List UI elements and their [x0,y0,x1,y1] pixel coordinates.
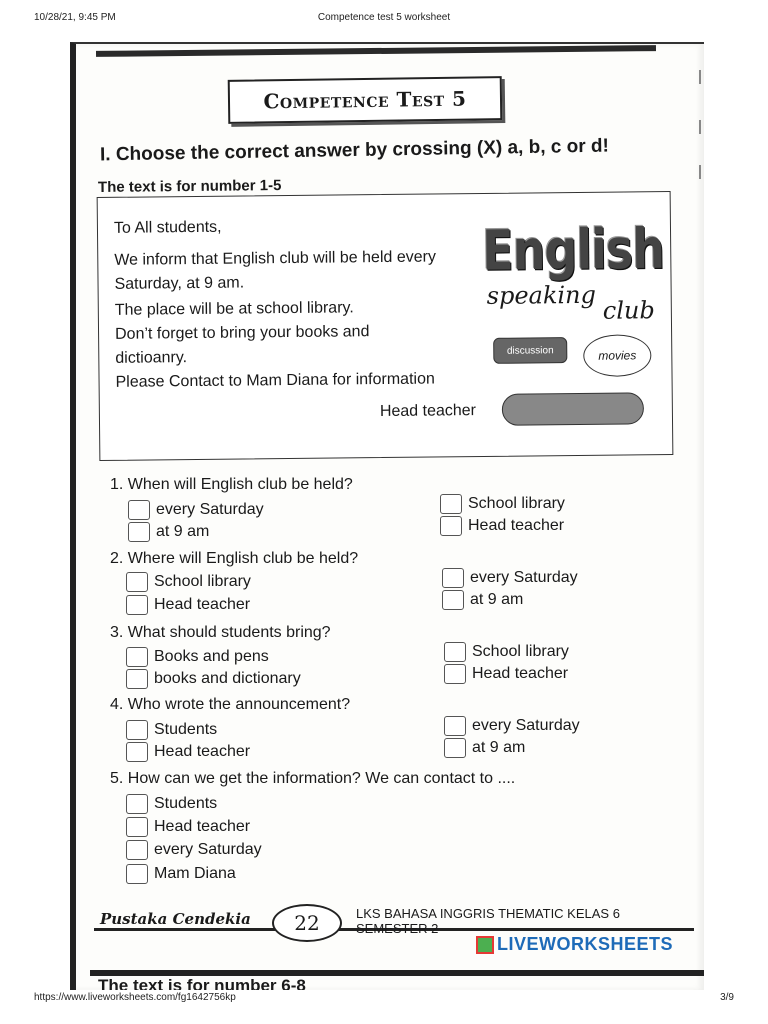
answer-checkbox[interactable] [126,572,148,592]
answer-checkbox[interactable] [440,494,462,514]
announcement-box [97,191,674,461]
question-3: 3. What should students bring? [110,624,331,641]
scan-mark [699,165,701,179]
next-section [90,970,704,990]
top-border [96,45,656,57]
book-page-number: 22 [272,904,342,942]
answer-checkbox[interactable] [126,720,148,740]
question-5: 5. How can we get the information? We can contact to .... [110,770,516,787]
publisher-name: Pustaka Cendekia [100,910,251,928]
option-3b[interactable]: books and dictionary [126,669,301,689]
option-4d[interactable]: at 9 am [444,738,525,758]
option-2a[interactable]: School library [126,572,251,592]
announcement-line: We inform that English club will be held every [114,248,437,269]
movies-bubble: movies [583,334,651,377]
answer-checkbox[interactable] [128,500,150,520]
option-2c[interactable]: every Saturday [442,568,578,588]
print-page: 3/9 [720,992,734,1003]
announcement-line: dictioanry. [115,349,188,367]
announcement-line: Don’t forget to bring your books and [114,323,370,343]
option-4c[interactable]: every Saturday [444,716,580,736]
book-footer [94,904,694,936]
answer-checkbox[interactable] [442,590,464,610]
print-header [0,12,768,28]
option-5d[interactable]: Mam Diana [126,864,236,884]
announcement-line: Please Contact to Mam Diana for information [115,370,435,391]
answer-checkbox[interactable] [444,664,466,684]
question-2: 2. Where will English club be held? [110,550,359,567]
discussion-bubble: discussion [493,337,567,364]
answer-checkbox[interactable] [442,568,464,588]
option-1a[interactable]: every Saturday [128,500,264,520]
print-datetime: 10/28/21, 9:45 PM [34,12,116,23]
option-4b[interactable]: Head teacher [126,742,250,762]
answer-checkbox[interactable] [126,817,148,837]
answer-checkbox[interactable] [440,516,462,536]
option-2b[interactable]: Head teacher [126,595,250,615]
answer-checkbox[interactable] [444,716,466,736]
option-4a[interactable]: Students [126,720,217,740]
section-instruction: I. Choose the correct answer by crossing (X) a, b, c or d! [99,135,610,166]
worksheet-page [70,42,704,990]
option-3d[interactable]: Head teacher [444,664,568,684]
signature: Head teacher [379,402,477,421]
option-3c[interactable]: School library [444,642,569,662]
liveworksheets-logo-icon [476,936,494,954]
option-5a[interactable]: Students [126,794,217,814]
worksheet-title-box [228,76,503,124]
answer-checkbox[interactable] [126,647,148,667]
announcement-line: To All students, [113,218,222,237]
print-url: https://www.liveworksheets.com/fg1642756kp [34,992,236,1003]
question-1: 1. When will English club be held? [110,476,353,493]
logo-word-club: club [602,296,655,325]
text-subheading: The text is for number 1-5 [97,177,282,196]
next-subheading: The text is for number 6-8 [98,976,306,990]
answer-checkbox[interactable] [126,669,148,689]
answer-checkbox[interactable] [444,642,466,662]
english-club-logo [482,216,664,428]
option-2d[interactable]: at 9 am [442,590,523,610]
book-title: LKS BAHASA INGGRIS THEMATIC KELAS 6 SEMESTER 2 [356,906,620,936]
speech-cloud-icon [502,392,644,425]
answer-checkbox[interactable] [126,840,148,860]
option-1c[interactable]: School library [440,494,565,514]
option-5c[interactable]: every Saturday [126,840,262,860]
option-1d[interactable]: Head teacher [440,516,564,536]
option-5b[interactable]: Head teacher [126,817,250,837]
worksheet-title: Competence Test 5 [263,86,467,114]
print-title: Competence test 5 worksheet [317,12,451,23]
option-3a[interactable]: Books and pens [126,647,269,667]
answer-checkbox[interactable] [126,595,148,615]
answer-checkbox[interactable] [126,864,148,884]
question-4: 4. Who wrote the announcement? [110,696,351,713]
option-1b[interactable]: at 9 am [128,522,209,542]
announcement-line: Saturday, at 9 am. [114,274,245,293]
answer-checkbox[interactable] [444,738,466,758]
announcement-line: The place will be at school library. [114,299,354,319]
liveworksheets-watermark [476,934,673,955]
scan-mark [699,120,701,134]
logo-word-speaking: speaking [486,280,597,310]
answer-checkbox[interactable] [126,742,148,762]
answer-checkbox[interactable] [128,522,150,542]
watermark-text: LIVEWORKSHEETS [497,934,674,954]
logo-word-english: English [481,216,665,283]
answer-checkbox[interactable] [126,794,148,814]
scan-mark [699,70,701,84]
